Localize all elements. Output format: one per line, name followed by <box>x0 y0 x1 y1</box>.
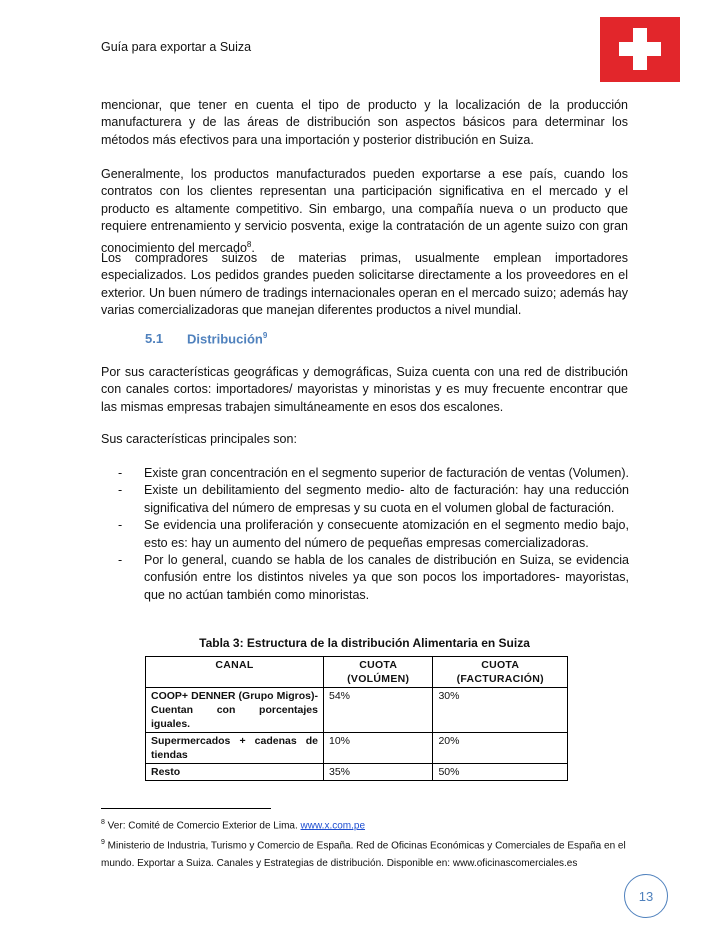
cell-facturacion: 50% <box>433 764 568 781</box>
table-caption: Tabla 3: Estructura de la distribución Alimentaria en Suiza <box>199 636 530 650</box>
distribution-table <box>145 656 568 781</box>
paragraph-2 <box>101 166 628 257</box>
table-row <box>146 733 568 764</box>
bullet-text: Se evidencia una proliferación y consecuente atomización en el segmento medio bajo, esto es: hay un aumento del número de pequeñas empresas comercializadoras. <box>144 518 629 550</box>
header-canal: CANAL <box>146 657 324 688</box>
bullet-item <box>118 552 629 604</box>
flag-cross-horizontal <box>619 42 661 56</box>
header-volumen: CUOTA (VOLÚMEN) <box>324 657 433 688</box>
footnote-9-number: 9 <box>101 839 105 847</box>
cell-facturacion: 30% <box>433 688 568 733</box>
swiss-flag-logo <box>600 17 680 82</box>
cell-canal: Supermercados + cadenas de tiendas <box>146 733 324 764</box>
cell-volumen: 54% <box>324 688 433 733</box>
footnote-8 <box>101 814 628 834</box>
bullet-dash: - <box>118 483 123 498</box>
bullet-dash: - <box>118 466 123 480</box>
cell-canal: Resto <box>146 764 324 781</box>
bullet-dash: - <box>118 518 123 533</box>
bullet-text: Existe un debilitamiento del segmento medio- alto de facturación: hay una reducción significativa del número de empresas y su cuota en el volumen global de facturación. <box>144 483 629 515</box>
footnote-9-text: Ministerio de Industria, Turismo y Comercio de España. Red de Oficinas Económicas y Comerciales de España en el mundo. Exportar a Suiza. Canales y Estrategias de distribución. Disponible en: www.oficinascomerciales.es <box>101 840 626 869</box>
paragraph-1: mencionar, que tener en cuenta el tipo de producto y la localización de la producción manufacturera y de las áreas de distribución son aspectos básicos para determinar los métodos más efectivos para una importación y posterior distribución en Suiza. <box>101 98 628 147</box>
paragraph-5: Sus características principales son: <box>101 432 297 446</box>
cell-facturacion: 20% <box>433 733 568 764</box>
cell-canal: COOP+ DENNER (Grupo Migros)- Cuentan con porcentajes iguales. <box>146 688 324 733</box>
bullet-text: Existe gran concentración en el segmento superior de facturación de ventas (Volumen). <box>144 466 629 480</box>
section-title: Distribución <box>187 331 263 347</box>
cell-volumen: 10% <box>324 733 433 764</box>
footnote-8-link[interactable]: www.x.com.pe <box>300 820 366 832</box>
footnotes <box>101 814 628 872</box>
section-heading <box>145 331 267 346</box>
bullet-item <box>118 482 629 517</box>
running-header: Guía para exportar a Suiza <box>101 40 252 54</box>
section-number: 5.1 <box>145 331 164 347</box>
footnote-8-number: 8 <box>101 819 105 826</box>
cell-volumen: 35% <box>324 764 433 781</box>
footnote-ref-9[interactable]: 9 <box>262 331 268 340</box>
table-row <box>146 688 568 733</box>
paragraph-2-end: . <box>251 240 255 255</box>
footnote-9 <box>101 834 628 871</box>
table-row <box>146 764 568 781</box>
bullet-item <box>118 465 629 482</box>
table-header-row <box>146 657 568 688</box>
paragraph-4: Por sus características geográficas y demográficas, Suiza cuenta con una red de distribución con canales cortos: importadores/ mayoristas y minoristas y es muy frecuente encontrar que las mismas empresas trabajen simultáneamente en esos dos escalones. <box>101 365 628 414</box>
bullet-dash: - <box>118 553 123 568</box>
page-number: 13 <box>624 874 668 918</box>
footnote-separator <box>101 808 271 809</box>
bullet-item <box>118 517 629 552</box>
header-facturacion: CUOTA (FACTURACIÓN) <box>433 657 568 688</box>
paragraph-2-text: Generalmente, los productos manufacturados pueden exportarse a ese país, cuando los contratos con los clientes representan una participación significativa en el mercado y el producto es altamente competitivo. Sin embargo, una compañía nueva o un producto que requiere entrenamiento y servicio posventa, exige la contratación de un agente suizo con gran conocimiento del mercado <box>101 167 628 255</box>
footnote-8-text: Ver: Comité de Comercio Exterior de Lima. <box>104 820 301 832</box>
paragraph-3: Los compradores suizos de materias primas, usualmente emplean importadores especializados. Los pedidos grandes pueden solicitarse directamente a los proveedores en el exterior. Un buen número de tradings internacionales operan en el mercado suizo; además hay varias comercializadoras que manejan diferentes productos a nivel mundial. <box>101 251 628 318</box>
bullet-text: Por lo general, cuando se habla de los canales de distribución en Suiza, se evidencia confusión entre los distintos niveles ya que son pocos los importadores- mayoristas, que no actúan también como minoristas. <box>144 553 629 602</box>
footnote-ref-8[interactable]: 8 <box>246 239 252 249</box>
bullet-list <box>118 465 629 604</box>
